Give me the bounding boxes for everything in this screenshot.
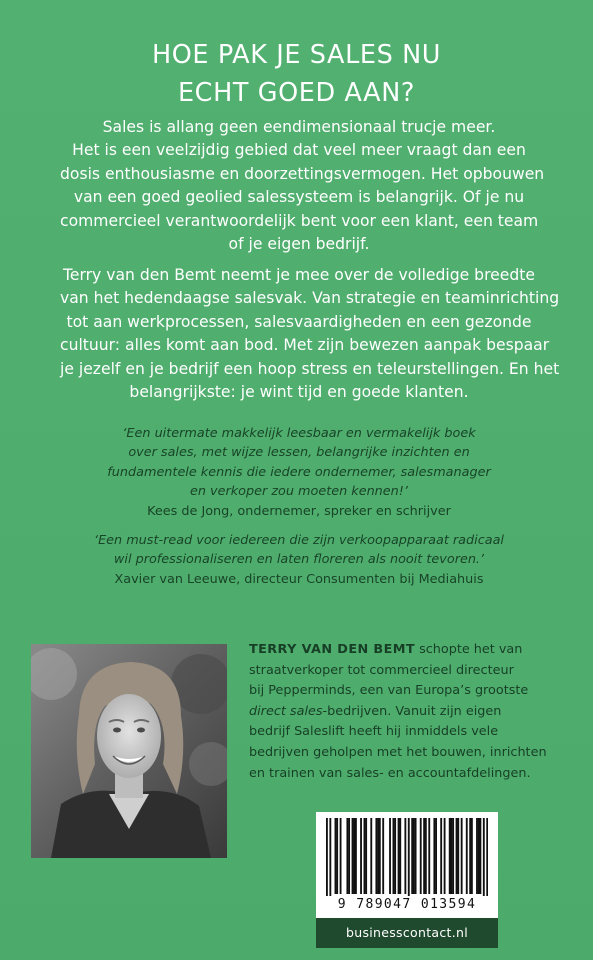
review-quote-2 [60, 531, 538, 589]
barcode-bar [411, 818, 413, 894]
author-photo [31, 644, 227, 858]
barcode-bar [393, 818, 395, 894]
headline-line: HOE PAK JE SALES NU [151, 40, 442, 70]
barcode-bar [435, 818, 437, 894]
barcode-bar [353, 818, 355, 894]
barcode-bar [375, 818, 377, 894]
text-line: tot aan werkprocessen, salesvaardigheden en een gezonde [66, 312, 532, 331]
author-portrait-image [31, 644, 227, 858]
barcode-bar [457, 818, 459, 894]
barcode-bar [478, 818, 480, 894]
barcode-bar [415, 818, 417, 894]
barcode-bar [389, 818, 391, 894]
text-line: je jezelf en je bedrijf een hoop stress en teleurstellingen. En het [60, 359, 560, 378]
text-line: dosis enthousiasme en doorzettingsvermogen. Het opbouwen [60, 164, 545, 183]
barcode-bar [326, 818, 328, 896]
bio-text: -bedrijven. Vanuit zijn eigen [322, 703, 502, 719]
barcode-bar [408, 818, 410, 896]
barcode-bar [329, 818, 331, 896]
quote-line: over sales, met wijze lessen, belangrijke inzichten en [128, 445, 470, 461]
barcode-bar [377, 818, 379, 894]
barcode-bars [326, 818, 488, 896]
bio-line: en trainen van sales- en accountafdelingen. [249, 765, 531, 781]
barcode-bar [450, 818, 452, 894]
bio-line: straatverkoper tot commercieel directeur [249, 662, 514, 678]
bio-emphasis: direct sales [249, 703, 323, 719]
barcode-bar [461, 818, 463, 894]
barcode-bar [471, 818, 473, 894]
barcode-bar [425, 818, 427, 894]
barcode-bar [346, 818, 348, 894]
review-quote-1 [60, 424, 538, 521]
barcode-bar [394, 818, 396, 894]
barcode-bar [452, 818, 454, 894]
barcode-bar [335, 818, 337, 894]
barcode-bar [382, 818, 384, 894]
isbn-barcode [316, 812, 498, 918]
text-line: Terry van den Bemt neemt je mee over de volledige breedte [63, 266, 535, 284]
bio-line: bij Pepperminds, een van Europa’s grootste [249, 683, 529, 699]
isbn-number: 9 789047 013594 [337, 897, 477, 912]
barcode-bar [433, 818, 435, 894]
barcode-bar [399, 818, 401, 894]
barcode-bar [423, 818, 425, 894]
barcode-bar [340, 818, 342, 894]
quote-line: fundamentele kennis die iedere ondernemer, salesmanager [107, 464, 491, 480]
bio-line [249, 640, 579, 661]
text-line: van een goed geolied salessysteem is belangrijk. Of je nu [73, 188, 525, 207]
bio-text: schopte het van [415, 642, 523, 657]
text-line: Sales is allang geen eendimensionaal trucje meer. [102, 118, 496, 136]
barcode-bar [348, 818, 350, 894]
barcode-bar [413, 818, 415, 894]
barcode-bar [336, 818, 338, 894]
quote-attribution: Xavier van Leeuwe, directeur Consumenten bij Mediahuis [114, 571, 484, 587]
headline-line: ECHT GOED AAN? [177, 78, 416, 108]
headline [0, 36, 593, 112]
barcode-bar [404, 818, 406, 894]
text-line: cultuur: alles komt aan bod. Met zijn bewezen aanpak bespaar [60, 336, 550, 355]
text-line: belangrijkste: je wint tijd en goede klanten. [129, 383, 469, 402]
quote-line: en verkoper zou moeten kennen!’ [190, 484, 408, 500]
barcode-bar [420, 818, 422, 894]
author-name: TERRY VAN DEN BEMT [249, 642, 415, 657]
quote-line: ‘Een must-read voor iedereen die zijn verkoopapparaat radicaal [94, 533, 504, 548]
quote-line: ‘Een uitermate makkelijk leesbaar en vermakelijk boek [122, 426, 476, 441]
barcode-bar [355, 818, 357, 894]
text-line: van het hedendaagse salesvak. Van strategie en teaminrichting [60, 289, 560, 308]
bio-line: bedrijf Saleslift heeft hij inmiddels vele [249, 724, 499, 740]
barcode-bar [476, 818, 478, 894]
text-line: commercieel verantwoordelijk bent voor een klant, een team [60, 211, 539, 230]
barcode-bar [449, 818, 451, 894]
barcode-bar [398, 818, 400, 894]
bio-line: bedrijven geholpen met het bouwen, inrichten [249, 744, 547, 760]
barcode-bar [444, 818, 446, 894]
barcode-bar [364, 818, 366, 894]
barcode-bar [466, 818, 468, 894]
bio-line [249, 702, 579, 723]
barcode-bar [370, 818, 372, 894]
quote-attribution: Kees de Jong, ondernemer, spreker en schrijver [147, 503, 451, 519]
quote-line: wil professionaliseren en laten floreren als nooit tevoren.’ [113, 552, 485, 568]
barcode-bar [365, 818, 367, 894]
intro-paragraph-2 [60, 264, 560, 404]
barcode-bar [479, 818, 481, 894]
barcode-bar [352, 818, 354, 894]
barcode-bar [483, 818, 485, 896]
barcode-bar [379, 818, 381, 894]
author-bio [249, 640, 579, 784]
text-line: Het is een veelzijdig gebied dat veel meer vraagt dan een [72, 141, 526, 160]
text-line: of je eigen bedrijf. [228, 235, 370, 254]
publisher-url[interactable]: businesscontact.nl [316, 918, 498, 948]
barcode-bar [486, 818, 488, 896]
barcode-bar [469, 818, 471, 894]
barcode-bar [440, 818, 442, 894]
barcode-bar [456, 818, 458, 894]
barcode-bar [360, 818, 362, 894]
barcode-bar [428, 818, 430, 894]
intro-paragraph-1 [60, 116, 545, 256]
